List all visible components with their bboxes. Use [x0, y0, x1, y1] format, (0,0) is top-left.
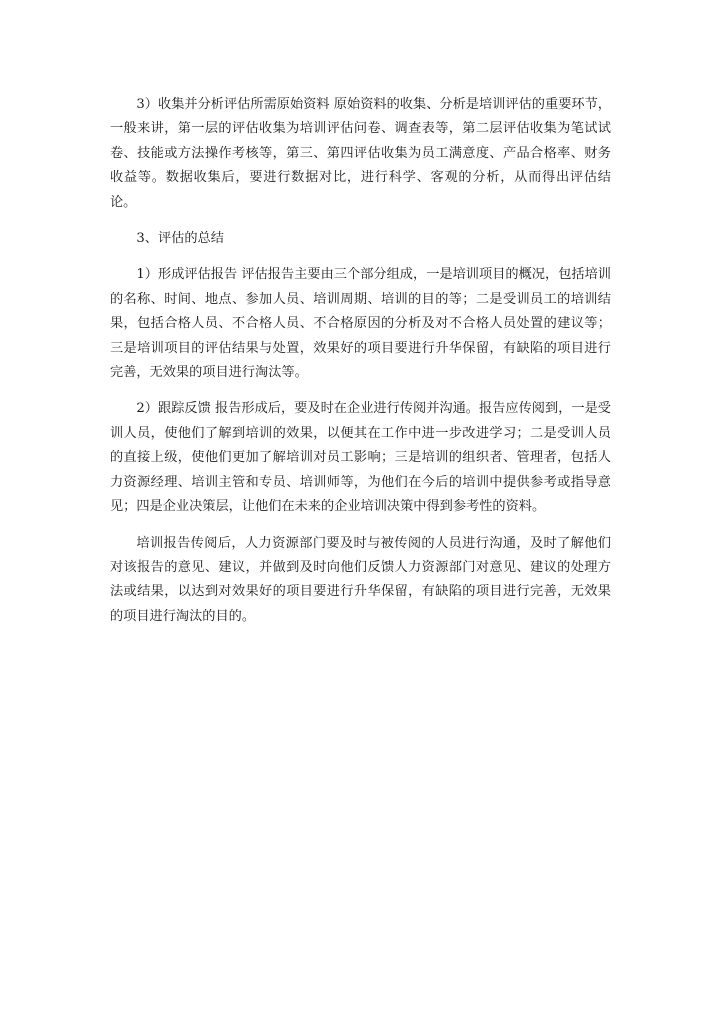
paragraph-collect-analyze-data: 3）收集并分析评估所需原始资料 原始资料的收集、分析是培训评估的重要环节，一般来讲，第一层的评估收集为培训评估问卷、调查表等，第二层评估收集为笔试试卷、技能或方法操作考核等，第三、第四评估收集为员工满意度、产品合格率、财务收益等。数据收集后，要进行数据对比，进行科学、客观的分析，从而得出评估结论。 [110, 97, 611, 210]
section-heading-evaluation-summary: 3、评估的总结 [136, 231, 224, 247]
paragraph-tracking-feedback: 2）跟踪反馈 报告形成后，要及时在企业进行传阅并沟通。报告应传阅到，一是受训人员，使他们了解到培训的效果，以便其在工作中进一步改进学习；二是受训人员的直接上级，使他们更加了解培训对员工影响；三是培训的组织者、管理者，包括人力资源经理、培训主管和专员、培训师等，为他们在今后的培训中提供参考或指导意见；四是企业决策层，让他们在未来的企业培训决策中得到参考性的资料。 [110, 401, 611, 515]
paragraph-evaluation-report: 1）形成评估报告 评估报告主要由三个部分组成，一是培训项目的概况，包括培训的名称、时间、地点、参加人员、培训周期、培训的目的等；二是受训员工的培训结果，包括合格人员、不合格人员、不合格原因的分析及对不合格人员处置的建议等；三是培训项目的评估结果与处置，效果好的项目要进行升华保留，有缺陷的项目进行完善，无效果的项目进行淘汰等。 [110, 267, 611, 381]
paragraph-report-circulation: 培训报告传阅后，人力资源部门要及时与被传阅的人员进行沟通，及时了解他们对该报告的意见、建议，并做到及时向他们反馈人力资源部门对意见、建议的处理方法或结果，以达到对效果好的项目要进行升华保留，有缺陷的项目进行完善，无效果的项目进行淘汰的目的。 [110, 535, 611, 624]
document-body [110, 93, 611, 641]
